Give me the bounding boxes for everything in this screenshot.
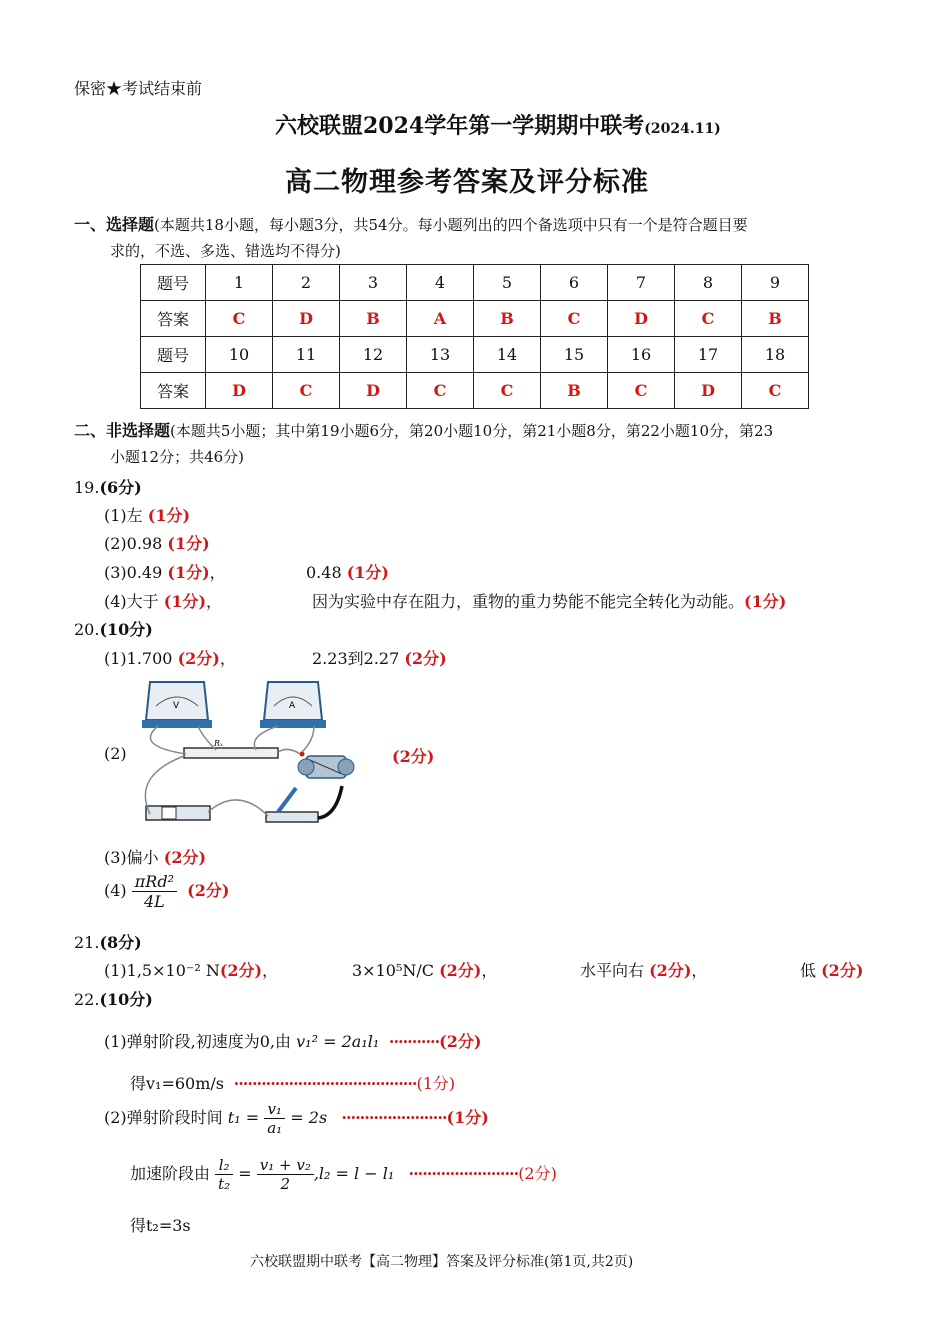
q19-part3: (3)0.49 (1分)， — [104, 563, 226, 582]
row-label: 答案 — [141, 301, 206, 337]
section2-heading-line: 二、非选择题(本题共5小题；其中第19小题6分，第20小题10分，第21小题8分，第22小题10分，第23 — [74, 421, 774, 440]
table-cell: 14 — [474, 337, 541, 373]
table-cell: 1 — [206, 265, 273, 301]
answer-cell: D — [608, 301, 675, 337]
table-row — [141, 337, 809, 373]
q21-answer2: 3×10⁵N/C (2分)， — [352, 961, 498, 980]
page-footer: 六校联盟期中联考【高二物理】答案及评分标准(第1页,共2页) — [250, 1254, 634, 1270]
q22-line2: 得v₁=60m/s ········································(1分) — [130, 1074, 456, 1093]
ammeter-icon — [260, 682, 326, 728]
answer-cell: D — [273, 301, 340, 337]
answer-cell: B — [742, 301, 809, 337]
q21-heading: 21.(8分) — [74, 933, 142, 952]
answer-table — [140, 264, 809, 409]
confidential-label: 保密★考试结束前 — [74, 79, 203, 98]
q22-heading: 22.(10分) — [74, 990, 153, 1009]
table-cell: 4 — [407, 265, 474, 301]
row-label: 答案 — [141, 373, 206, 409]
q20-heading: 20.(10分) — [74, 620, 153, 639]
table-cell: 10 — [206, 337, 273, 373]
q20-part1b: 2.23到2.27 (2分) — [312, 649, 447, 668]
answer-cell: C — [675, 301, 742, 337]
table-cell: 15 — [541, 337, 608, 373]
table-cell: 9 — [742, 265, 809, 301]
voltmeter-icon — [142, 682, 212, 728]
q20-part2-score: (2分) — [392, 747, 435, 766]
row-label: 题号 — [141, 337, 206, 373]
q19-part4: (4)大于 (1分)， — [104, 592, 223, 611]
table-cell: 11 — [273, 337, 340, 373]
answer-cell: C — [474, 373, 541, 409]
q19-part4b: 因为实验中存在阻力，重物的重力势能不能完全转化为动能。(1分) — [312, 592, 787, 611]
table-row — [141, 265, 809, 301]
table-cell: 5 — [474, 265, 541, 301]
q21-answer4: 低 (2分) — [800, 961, 864, 980]
answer-cell: C — [407, 373, 474, 409]
answer-cell: B — [474, 301, 541, 337]
table-cell: 13 — [407, 337, 474, 373]
q22-line3: (2)弹射阶段时间 t₁ = $\frac{\text{v₁}}{\text{a₁}}$ = 2s ·······················(1分) — [104, 1100, 489, 1137]
q22-line5: 得t₂=3s — [130, 1216, 191, 1235]
q19-part2: (2)0.98 (1分) — [104, 534, 210, 553]
battery-icon — [146, 806, 210, 820]
thick-wire — [318, 786, 342, 818]
answer-cell: C — [742, 373, 809, 409]
answer-cell: B — [541, 373, 608, 409]
q21-answer1: (1)1,5×10⁻² N(2分)， — [104, 961, 279, 980]
table-cell: 17 — [675, 337, 742, 373]
rheostat-icon — [298, 752, 354, 779]
answer-cell: A — [407, 301, 474, 337]
table-cell: 16 — [608, 337, 675, 373]
answer-cell: D — [340, 373, 407, 409]
q20-part2-label: (2) — [104, 744, 127, 763]
section1-heading-line: 一、选择题(本题共18小题，每小题3分，共54分。每小题列出的四个备选项中只有一个是符合题目要 — [74, 215, 748, 234]
answer-cell: B — [340, 301, 407, 337]
table-cell: 8 — [675, 265, 742, 301]
table-cell: 6 — [541, 265, 608, 301]
resistor-icon — [184, 739, 278, 758]
q19-part3b: 0.48 (1分) — [306, 563, 389, 582]
table-cell: 7 — [608, 265, 675, 301]
row-label: 题号 — [141, 265, 206, 301]
table-row — [141, 373, 809, 409]
table-cell: 12 — [340, 337, 407, 373]
answer-cell: C — [273, 373, 340, 409]
q21-answer3: 水平向右 (2分)， — [580, 961, 708, 980]
q20-part1: (1)1.700 (2分)， — [104, 649, 236, 668]
table-row — [141, 301, 809, 337]
circuit-wires — [145, 726, 314, 816]
circuit-diagram — [128, 676, 358, 830]
q19-part1: (1)左 (1分) — [104, 506, 191, 525]
q20-part4: (4) $\frac{\text{πRd²}}{4L}$ (2分) — [104, 872, 230, 911]
q22-line4: 加速阶段由 $\frac{\text{l₂}}{\text{t₂}}$ = $\frac{\text{v₁ + v₂}}{2}$ ,l₂ = l − l₁ ························(2分) — [130, 1156, 557, 1193]
exam-title: 六校联盟2024学年第一学期期中联考(2024.11) — [275, 113, 721, 139]
section1-desc-line2: 求的，不选、多选、错选均不得分) — [110, 242, 341, 260]
answer-cell: D — [675, 373, 742, 409]
answer-cell: C — [541, 301, 608, 337]
page-title: 高二物理参考答案及评分标准 — [285, 167, 649, 198]
voltmeter-label: V — [173, 701, 180, 711]
switch-icon — [266, 788, 318, 822]
table-cell: 3 — [340, 265, 407, 301]
q22-line1: (1)弹射阶段,初速度为0,由 v₁² = 2a₁l₁ ···········(2分) — [104, 1032, 482, 1051]
table-cell: 18 — [742, 337, 809, 373]
answer-cell: C — [608, 373, 675, 409]
answer-cell: D — [206, 373, 273, 409]
q20-part3: (3)偏小 (2分) — [104, 848, 207, 867]
q19-heading: 19.(6分) — [74, 478, 142, 497]
resistor-label: Rₓ — [214, 739, 223, 748]
section2-desc-line2: 小题12分；共46分) — [110, 448, 245, 466]
answer-cell: C — [206, 301, 273, 337]
table-cell: 2 — [273, 265, 340, 301]
ammeter-label: A — [289, 701, 296, 711]
